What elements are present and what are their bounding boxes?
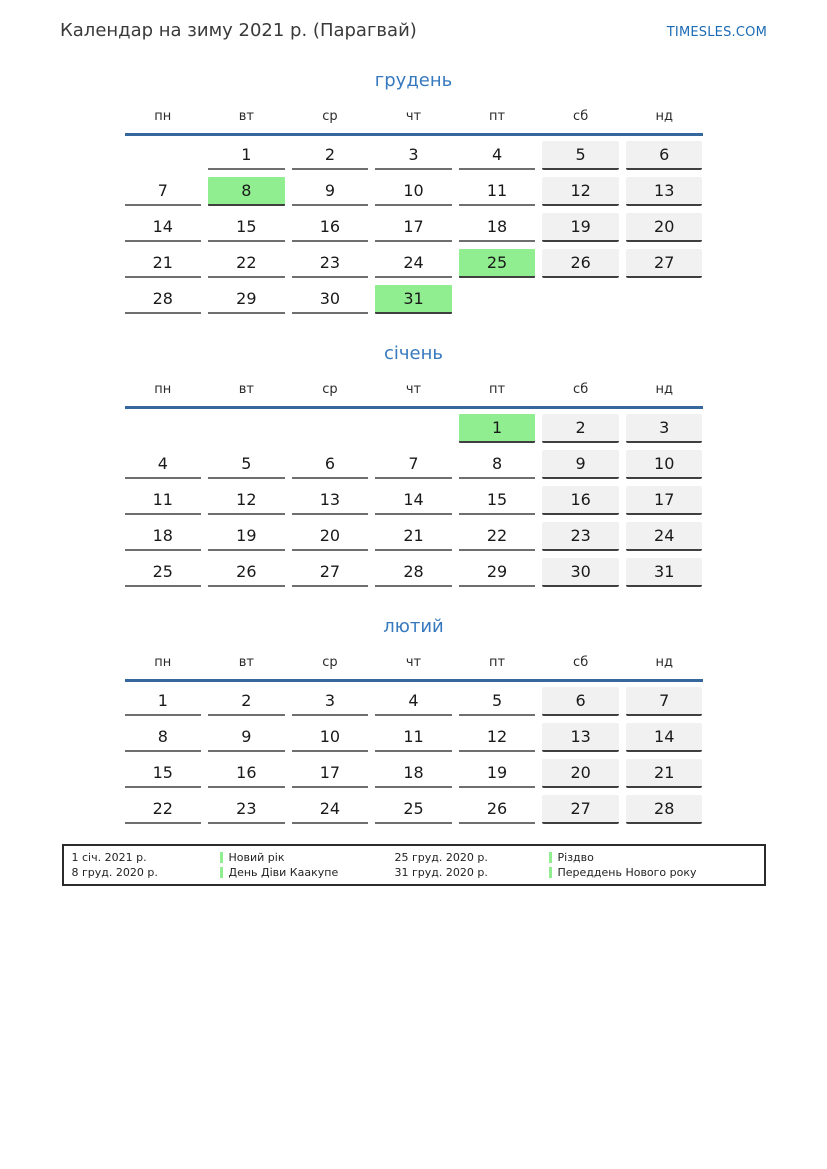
day-cell: 24 [375, 249, 452, 278]
day-cell: 29 [459, 558, 536, 587]
day-cell-weekend: 9 [542, 450, 619, 479]
weekday-header: пт [489, 382, 506, 397]
month-grid [125, 687, 703, 824]
weekday-header: вт [238, 109, 254, 124]
day-cell: 4 [375, 687, 452, 716]
day-cell: 7 [125, 177, 202, 206]
weekday-header-row [125, 378, 703, 409]
day-cell: 25 [125, 558, 202, 587]
day-cell: 26 [459, 795, 536, 824]
month-grid [125, 141, 703, 314]
day-cell: 1 [208, 141, 285, 170]
legend-date: 1 січ. 2021 р. [71, 851, 147, 864]
weekday-header: нд [655, 109, 673, 124]
weekday-header: ср [322, 109, 338, 124]
month-section-2 [125, 344, 703, 587]
day-cell: 22 [208, 249, 285, 278]
day-cell-weekend: 3 [626, 414, 703, 443]
day-cell: 23 [292, 249, 369, 278]
day-cell-empty [459, 285, 536, 314]
day-cell: 17 [292, 759, 369, 788]
day-cell: 25 [375, 795, 452, 824]
day-cell: 19 [459, 759, 536, 788]
day-cell: 15 [208, 213, 285, 242]
brand-link[interactable]: TIMESLES.COM [666, 25, 767, 40]
day-cell: 8 [125, 723, 202, 752]
day-cell: 18 [375, 759, 452, 788]
legend [62, 844, 766, 886]
day-cell: 9 [292, 177, 369, 206]
day-cell: 15 [125, 759, 202, 788]
day-cell-empty [208, 414, 285, 443]
day-cell: 21 [375, 522, 452, 551]
day-cell: 28 [375, 558, 452, 587]
weekday-header: пн [154, 382, 172, 397]
legend-labels-column [549, 850, 756, 880]
day-cell-weekend: 30 [542, 558, 619, 587]
legend-date: 25 груд. 2020 р. [394, 851, 488, 864]
day-cell-weekend: 19 [542, 213, 619, 242]
day-cell: 16 [208, 759, 285, 788]
page-header [0, 0, 827, 41]
month-title: лютий [383, 616, 444, 637]
day-cell-empty [292, 414, 369, 443]
day-cell-weekend: 5 [542, 141, 619, 170]
day-cell: 26 [208, 558, 285, 587]
weekday-header: нд [655, 382, 673, 397]
month-grid [125, 414, 703, 587]
day-cell: 22 [459, 522, 536, 551]
day-cell: 22 [125, 795, 202, 824]
day-cell-weekend: 6 [626, 141, 703, 170]
day-cell: 20 [292, 522, 369, 551]
legend-entry [220, 865, 395, 880]
legend-label: День Діви Каакупе [228, 866, 339, 879]
day-cell-weekend: 13 [542, 723, 619, 752]
day-cell-weekend: 12 [542, 177, 619, 206]
weekday-header: вт [238, 382, 254, 397]
day-cell: 10 [292, 723, 369, 752]
day-cell: 4 [459, 141, 536, 170]
day-cell: 9 [208, 723, 285, 752]
day-cell: 10 [375, 177, 452, 206]
weekday-header: ср [322, 655, 338, 670]
day-cell: 18 [459, 213, 536, 242]
day-cell-empty [125, 141, 202, 170]
day-cell: 30 [292, 285, 369, 314]
day-cell-weekend: 23 [542, 522, 619, 551]
day-cell: 6 [292, 450, 369, 479]
day-cell: 19 [208, 522, 285, 551]
day-cell: 29 [208, 285, 285, 314]
day-cell-weekend: 31 [626, 558, 703, 587]
day-cell: 27 [292, 558, 369, 587]
weekday-header: пт [489, 109, 506, 124]
legend-entry [220, 850, 395, 865]
day-cell: 1 [125, 687, 202, 716]
day-cell: 17 [375, 213, 452, 242]
weekday-header: пн [154, 655, 172, 670]
day-cell-weekend: 10 [626, 450, 703, 479]
day-cell-holiday: 1 [459, 414, 536, 443]
day-cell-empty [375, 414, 452, 443]
weekday-header: нд [655, 655, 673, 670]
day-cell-weekend: 26 [542, 249, 619, 278]
day-cell: 4 [125, 450, 202, 479]
holiday-marker-icon [220, 852, 223, 863]
day-cell: 3 [375, 141, 452, 170]
day-cell: 24 [292, 795, 369, 824]
legend-labels-column [220, 850, 395, 880]
weekday-header: сб [573, 655, 589, 670]
month-title: січень [384, 343, 443, 364]
weekday-header-row [125, 105, 703, 136]
day-cell-weekend: 17 [626, 486, 703, 515]
months [125, 71, 703, 824]
month-section-1 [125, 71, 703, 314]
day-cell: 3 [292, 687, 369, 716]
day-cell-weekend: 27 [542, 795, 619, 824]
day-cell-holiday: 25 [459, 249, 536, 278]
day-cell-empty [626, 285, 703, 314]
holiday-marker-icon [549, 852, 552, 863]
day-cell: 18 [125, 522, 202, 551]
day-cell: 15 [459, 486, 536, 515]
day-cell: 13 [292, 486, 369, 515]
day-cell: 12 [459, 723, 536, 752]
day-cell-weekend: 14 [626, 723, 703, 752]
day-cell-weekend: 13 [626, 177, 703, 206]
day-cell: 12 [208, 486, 285, 515]
day-cell-empty [542, 285, 619, 314]
day-cell: 16 [292, 213, 369, 242]
day-cell: 7 [375, 450, 452, 479]
weekday-header: сб [573, 382, 589, 397]
day-cell-weekend: 2 [542, 414, 619, 443]
day-cell-weekend: 16 [542, 486, 619, 515]
day-cell-weekend: 20 [542, 759, 619, 788]
day-cell: 2 [292, 141, 369, 170]
day-cell: 28 [125, 285, 202, 314]
day-cell: 8 [459, 450, 536, 479]
day-cell: 14 [125, 213, 202, 242]
legend-date: 31 груд. 2020 р. [394, 866, 488, 879]
weekday-header: ср [322, 382, 338, 397]
weekday-header: пт [489, 655, 506, 670]
legend-dates-column [395, 850, 549, 880]
holiday-marker-icon [220, 867, 223, 878]
day-cell-weekend: 7 [626, 687, 703, 716]
weekday-header: вт [238, 655, 254, 670]
weekday-header: сб [573, 109, 589, 124]
page-title: Календар на зиму 2021 р. (Парагвай) [60, 20, 417, 41]
month-section-3 [125, 617, 703, 824]
legend-date: 8 груд. 2020 р. [71, 866, 158, 879]
day-cell-weekend: 20 [626, 213, 703, 242]
legend-label: Новий рік [228, 851, 285, 864]
holiday-marker-icon [549, 867, 552, 878]
day-cell-weekend: 27 [626, 249, 703, 278]
day-cell: 23 [208, 795, 285, 824]
day-cell: 11 [375, 723, 452, 752]
day-cell-holiday: 31 [375, 285, 452, 314]
legend-entry [549, 865, 756, 880]
day-cell-weekend: 28 [626, 795, 703, 824]
day-cell-weekend: 24 [626, 522, 703, 551]
day-cell-empty [125, 414, 202, 443]
weekday-header: пн [154, 109, 172, 124]
day-cell-weekend: 6 [542, 687, 619, 716]
day-cell: 11 [125, 486, 202, 515]
legend-entry [549, 850, 756, 865]
weekday-header: чт [405, 382, 422, 397]
day-cell-holiday: 8 [208, 177, 285, 206]
month-title: грудень [374, 70, 453, 91]
day-cell-weekend: 21 [626, 759, 703, 788]
day-cell: 5 [459, 687, 536, 716]
legend-dates-column [72, 850, 220, 880]
day-cell: 5 [208, 450, 285, 479]
day-cell: 21 [125, 249, 202, 278]
weekday-header: чт [405, 655, 422, 670]
day-cell: 11 [459, 177, 536, 206]
day-cell: 14 [375, 486, 452, 515]
weekday-header: чт [405, 109, 422, 124]
legend-label: Різдво [557, 851, 594, 864]
weekday-header-row [125, 651, 703, 682]
day-cell: 2 [208, 687, 285, 716]
legend-label: Переддень Нового року [557, 866, 697, 879]
